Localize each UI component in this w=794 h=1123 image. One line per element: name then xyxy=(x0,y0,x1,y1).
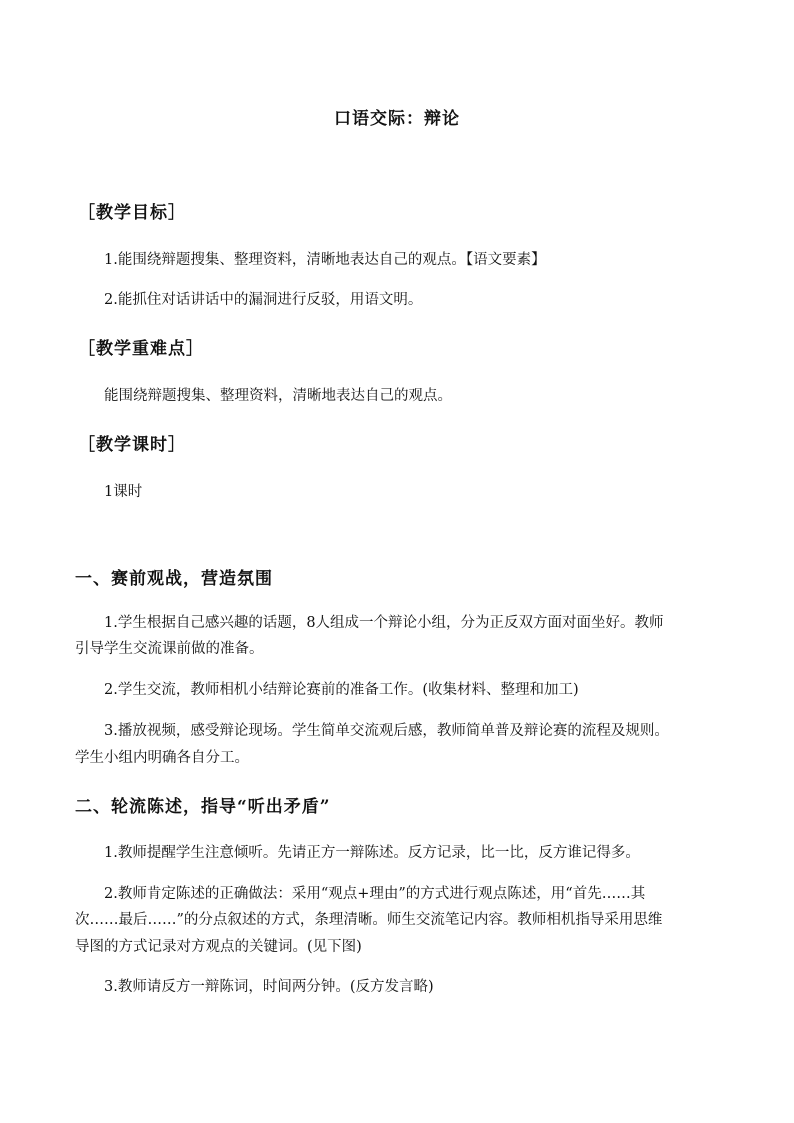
part2-para1: 1.教师提醒学生注意倾听。先请正方一辩陈述。反方记录，比一比，反方谁记得多。 xyxy=(104,845,640,861)
goal-item-2: 2.能抓住对话讲话中的漏洞进行反驳，用语文明。 xyxy=(104,292,423,308)
part2-para2-line1: 2.教师肯定陈述的正确做法：采用“观点+理由”的方式进行观点陈述，用“首先……其 xyxy=(104,886,646,902)
part1-para1-line1: 1.学生根据自己感兴趣的话题，8人组成一个辩论小组，分为正反双方面对面坐好。教师 xyxy=(104,615,664,631)
part2-heading: 二、轮流陈述，指导“听出矛盾” xyxy=(75,797,331,817)
part1-heading: 一、赛前观战，营造氛围 xyxy=(75,569,273,589)
part2-para3: 3.教师请反方一辩陈词，时间两分钟。(反方发言略) xyxy=(104,979,434,995)
part2-para2-line2: 次……最后……”的分点叙述的方式，条理清晰。师生交流笔记内容。教师相机指导采用思维 xyxy=(75,912,663,928)
key-points-heading: ［教学重难点］ xyxy=(78,339,204,359)
part1-para3-line2: 学生小组内明确各自分工。 xyxy=(75,750,249,766)
part1-para3-line1: 3.播放视频，感受辩论现场。学生简单交流观后感，教师简单普及辩论赛的流程及规则。 xyxy=(104,723,669,739)
page-title: 口语交际：辩论 xyxy=(334,109,460,129)
goal-item-1: 1.能围绕辩题搜集、整理资料，清晰地表达自己的观点。【语文要素】 xyxy=(104,252,546,268)
part2-para2-line3: 导图的方式记录对方观点的关键词。(见下图) xyxy=(75,939,362,955)
hours-heading: ［教学课时］ xyxy=(78,435,186,455)
part1-para2: 2.学生交流，教师相机小结辩论赛前的准备工作。(收集材料、整理和加工) xyxy=(104,682,579,698)
goals-heading: ［教学目标］ xyxy=(78,203,186,223)
hours-text: 1课时 xyxy=(104,484,143,500)
part1-para1-line2: 引导学生交流课前做的准备。 xyxy=(75,641,264,657)
key-points-text: 能围绕辩题搜集、整理资料，清晰地表达自己的观点。 xyxy=(104,388,452,404)
